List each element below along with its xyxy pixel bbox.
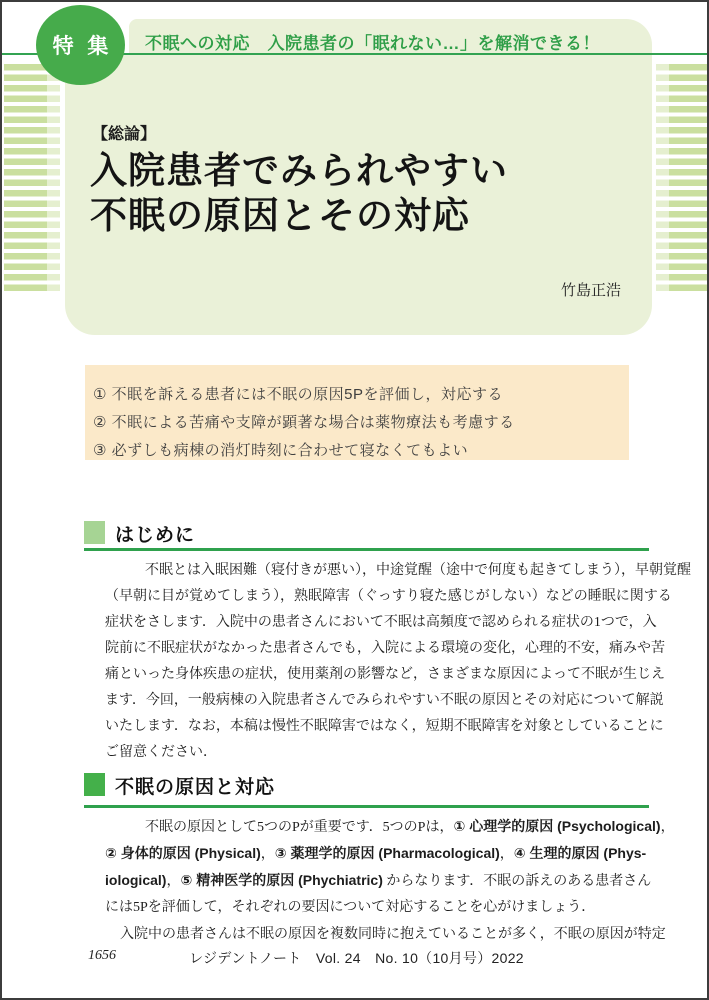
section-heading-causes: 不眠の原因と対応	[115, 777, 276, 798]
section-heading-hajimeni: はじめに	[115, 525, 196, 546]
stripe-fade	[656, 64, 669, 295]
key-point-item: ① 不眠を訴える患者には不眠の原因5Pを評価し，対応する	[93, 386, 503, 403]
article-type-label: 【総論】	[92, 126, 157, 143]
stripe-fade	[47, 64, 60, 295]
text-line: （早朝に目が覚めてしまう），熟眠障害（ぐっすり寝た感じがしない）などの睡眠に関する	[105, 589, 672, 604]
article-title	[90, 148, 508, 238]
series-header-strip	[129, 19, 652, 53]
special-feature-badge-label: 特 集	[52, 35, 113, 58]
article-title-line1: 入院患者でみられやすい	[90, 150, 508, 191]
section-marker-icon	[84, 773, 105, 796]
text-line: 症状をさします．入院中の患者さんにおいて不眠は高頻度で認められる症状の1つで，入	[105, 615, 657, 630]
key-points-box	[85, 365, 629, 460]
text-line: iological)，⑤ 精神医学的原因 (Phychiatric) からなります．不眠の訴えのある患者さん	[105, 872, 652, 889]
text-line: ② 身体的原因 (Physical)，③ 薬理学的原因 (Pharmacological)，④ 生理的原因 (Phys-	[105, 845, 647, 862]
special-feature-badge	[36, 5, 125, 85]
section-marker-icon	[84, 521, 105, 544]
author-name: 竹島正浩	[560, 283, 621, 299]
right-stripes-decoration	[656, 64, 709, 295]
journal-footer-line: レジデントノート Vol. 24 No. 10（10月号）2022	[189, 950, 524, 966]
text-line: ます．今回，一般病棟の入院患者さんでみられやすい不眠の原因とその対応について解説	[105, 693, 664, 708]
key-point-item: ③ 必ずしも病棟の消灯時刻に合わせて寝なくてもよい	[93, 442, 469, 459]
text-line: 入院中の患者さんは不眠の原因を複数同時に抱えていることが多く，不眠の原因が特定	[120, 927, 666, 942]
left-stripes-decoration	[4, 64, 60, 295]
section-1-paragraph	[105, 558, 691, 766]
section-underline	[84, 805, 649, 808]
article-title-line2: 不眠の原因とその対応	[90, 195, 470, 236]
text-line: いたします．なお，本稿は慢性不眠障害ではなく，短期不眠障害を対象としていることに	[105, 719, 664, 734]
text-line: ご留意ください．	[105, 745, 217, 760]
text-line: には5Pを評価して，それぞれの要因について対応することを心がけましょう．	[105, 900, 596, 915]
text-line: 院前に不眠症状がなかった患者さんでも，入院による環境の変化，心理的不安，痛みや苦	[105, 641, 665, 656]
series-title: 不眠への対応 入院患者の「眠れない…」を解消できる！	[145, 33, 600, 53]
text-line: 痛といった身体疾患の症状，使用薬剤の影響など，さまざまな原因によって不眠が生じえ	[105, 667, 665, 682]
section-2-paragraph	[105, 813, 675, 948]
page-number: 1656	[88, 948, 116, 963]
text-line: 不眠とは入眠困難（寝付きが悪い），中途覚醒（途中で何度も起きてしまう），早朝覚醒	[145, 563, 691, 578]
text-line: 不眠の原因として5つのPが重要です．5つのPは，① 心理学的原因 (Psychological)，	[145, 818, 675, 835]
section-underline	[84, 548, 649, 551]
key-point-item: ② 不眠による苦痛や支障が顕著な場合は薬物療法も考慮する	[93, 414, 515, 431]
